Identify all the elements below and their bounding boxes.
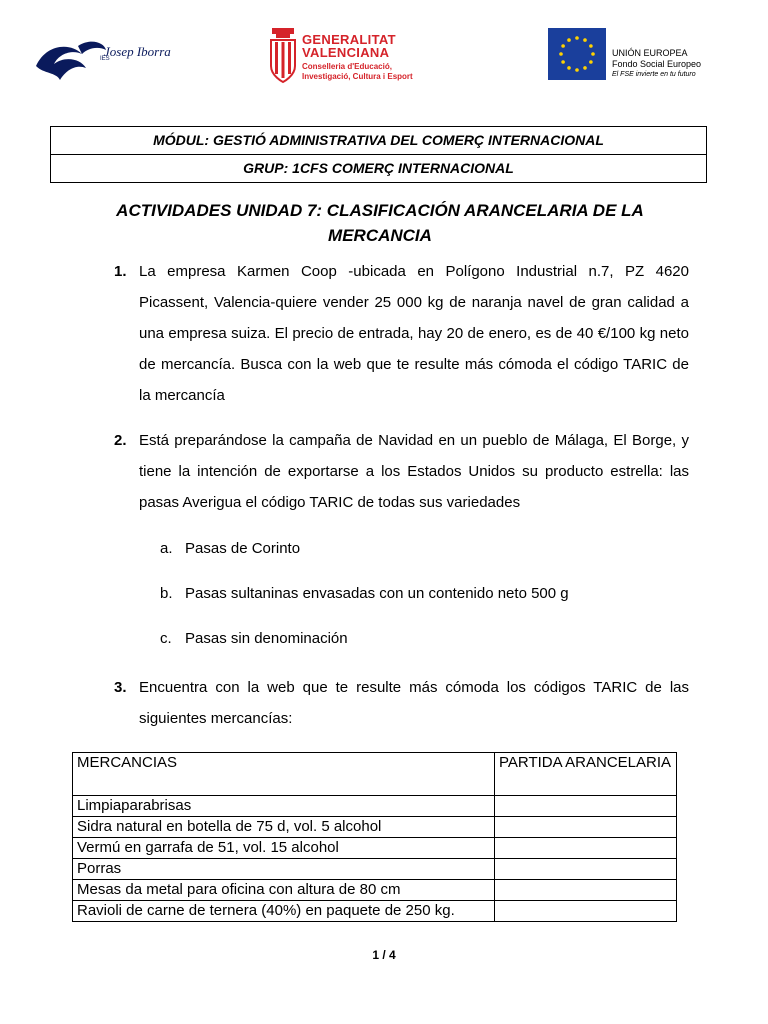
tariff-code-cell[interactable] [495, 901, 677, 922]
generalitat-title-line2: VALENCIANA [302, 45, 390, 60]
merchandise-cell: Porras [73, 859, 495, 880]
table-row [73, 838, 677, 859]
eu-flag-icon [548, 28, 606, 80]
table-row [73, 817, 677, 838]
question-number: 3. [114, 679, 127, 696]
list-item-letter: b. [160, 585, 173, 602]
page-title [80, 198, 680, 248]
list-item-letter: c. [160, 630, 172, 647]
school-logo-prefix: IES [100, 56, 110, 62]
page-title-line2: MERCANCIA [328, 226, 432, 245]
table-header-row [73, 753, 677, 796]
generalitat-title [302, 33, 396, 59]
tariff-code-cell[interactable] [495, 859, 677, 880]
generalitat-sub-line1: Conselleria d'Educació, [302, 62, 392, 71]
list-item [160, 583, 569, 605]
list-item-text: Pasas sin denominación [185, 630, 348, 647]
school-logo-icon [30, 36, 110, 86]
merchandise-cell: Sidra natural en botella de 75 d, vol. 5 alcohol [73, 817, 495, 838]
module-info-box [50, 126, 707, 183]
question-text: Encuentra con la web que te resulte más cómoda los códigos TARIC de las siguientes mercancías: [139, 679, 689, 727]
merchandise-cell: Vermú en garrafa de 51, vol. 15 alcohol [73, 838, 495, 859]
page-number: 1 / 4 [372, 948, 396, 962]
generalitat-sub-line2: Investigació, Cultura i Esport [302, 72, 413, 81]
tariff-code-cell[interactable] [495, 796, 677, 817]
list-item [160, 628, 348, 650]
column-header-tariff-code: PARTIDA ARANCELARIA [495, 753, 677, 796]
group-name: GRUP: 1CFS COMERÇ INTERNACIONAL [51, 154, 706, 182]
list-item [160, 538, 300, 560]
question-text: Está preparándose la campaña de Navidad en un pueblo de Málaga, El Borge, y tiene la intención de exportarse a los Estados Unidos su producto estrella: las pasas Averigua el código TARIC de todas sus variedades [139, 432, 689, 511]
tariff-code-cell[interactable] [495, 880, 677, 901]
eu-subtitle: Fondo Social Europeo [612, 59, 702, 69]
merchandise-table [72, 752, 677, 922]
column-header-merchandise: MERCANCIAS [73, 753, 495, 796]
table-row [73, 796, 677, 817]
list-item-letter: a. [160, 540, 173, 557]
question-text: La empresa Karmen Coop -ubicada en Polígono Industrial n.7, PZ 4620 Picassent, Valencia-quiere vender 25 000 kg de naranja navel de gran calidad a una empresa suiza. El precio de entrada, hay 20 de enero, es de 40 €/100 kg neto de mercancía. Busca con la web que te resulte más cómoda el código TARIC de la mercancía [139, 263, 689, 404]
generalitat-subtitle [302, 62, 413, 82]
table-row [73, 880, 677, 901]
question-number: 2. [114, 432, 127, 449]
generalitat-title-line1: GENERALITAT [302, 32, 396, 47]
tariff-code-cell[interactable] [495, 817, 677, 838]
tariff-code-cell[interactable] [495, 838, 677, 859]
module-name: MÓDUL: GESTIÓ ADMINISTRATIVA DEL COMERÇ INTERNACIONAL [153, 132, 604, 148]
school-logo-name: Josep Iborra [104, 44, 171, 59]
eu-logo [548, 28, 748, 83]
table-row [73, 859, 677, 880]
eu-tagline: El FSE invierte en tu futuro [612, 71, 696, 78]
page-title-line1: ACTIVIDADES UNIDAD 7: CLASIFICACIÓN ARANCELARIA DE LA [116, 201, 644, 220]
generalitat-emblem-icon [268, 28, 298, 86]
generalitat-logo [268, 28, 498, 88]
table-row [73, 901, 677, 922]
list-item-text: Pasas de Corinto [185, 540, 301, 557]
merchandise-cell: Mesas da metal para oficina con altura de 80 cm [73, 880, 495, 901]
merchandise-cell: Limpiaparabrisas [73, 796, 495, 817]
eu-title: UNIÓN EUROPEA [612, 48, 688, 58]
merchandise-cell: Ravioli de carne de ternera (40%) en paquete de 250 kg. [73, 901, 495, 922]
list-item-text: Pasas sultaninas envasadas con un contenido neto 500 g [185, 585, 569, 602]
question-number: 1. [114, 263, 127, 280]
